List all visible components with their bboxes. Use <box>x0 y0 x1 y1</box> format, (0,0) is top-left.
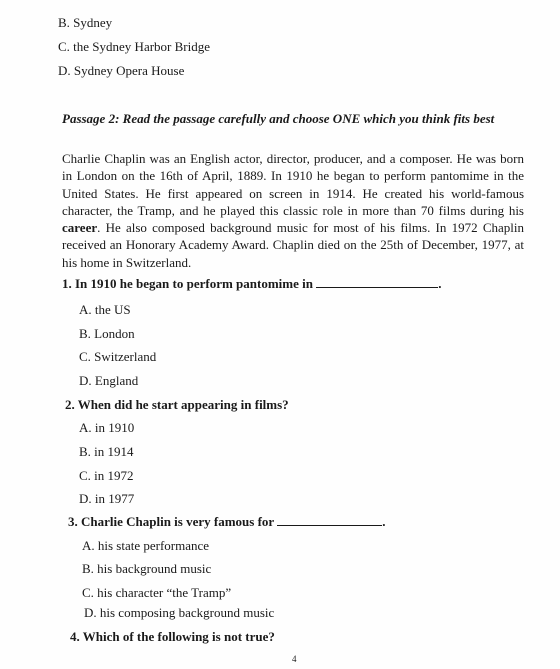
q1-option-d: D. England <box>79 373 139 388</box>
q3-option-a: A. his state performance <box>82 538 210 553</box>
question-2: 2. When did he start appearing in films? <box>65 397 289 412</box>
question-3-end: . <box>382 514 386 529</box>
answer-blank <box>277 515 382 526</box>
q2-option-d: D. in 1977 <box>79 491 135 506</box>
q2-option-c: C. in 1972 <box>79 468 134 483</box>
answer-blank <box>316 277 438 288</box>
passage-bold-word: career <box>62 220 98 236</box>
question-4: 4. Which of the following is not true? <box>70 629 275 644</box>
q3-option-d: D. his composing background music <box>84 605 275 620</box>
prev-option-b: B. Sydney <box>58 15 113 30</box>
q2-option-a: A. in 1910 <box>79 420 135 435</box>
q3-option-b: B. his background music <box>82 561 212 576</box>
q1-option-c: C. Switzerland <box>79 349 157 364</box>
question-3 <box>68 514 385 530</box>
prev-option-d: D. Sydney Opera House <box>58 63 185 78</box>
question-1 <box>62 276 441 292</box>
passage-text-part: . He also composed background music for most of his films. In 1972 Chaplin received an Honorary Academy Award. Chaplin died on the 25th of December, 1977, at his home in Switzerland. <box>62 220 524 270</box>
q1-option-a: A. the US <box>79 302 131 317</box>
page-number: 4 <box>292 654 297 664</box>
q1-option-b: B. London <box>79 326 135 341</box>
q2-option-b: B. in 1914 <box>79 444 134 459</box>
passage-text-part: Charlie Chaplin was an English actor, director, producer, and a composer. He was born in London on the 16th of April, 1889. In 1910 he began to perform pantomime in the United States. He first appeared on screen in 1914. He created his world-famous character, the Tramp, and he played this classic role in more than 70 films during his <box>62 151 524 218</box>
passage-heading: Passage 2: Read the passage carefully and choose ONE which you think fits best <box>62 111 495 126</box>
question-3-text: 3. Charlie Chaplin is very famous for <box>68 514 274 529</box>
question-1-end: . <box>438 276 442 291</box>
question-1-text: 1. In 1910 he began to perform pantomime in <box>62 276 313 291</box>
prev-option-c: C. the Sydney Harbor Bridge <box>58 39 211 54</box>
q3-option-c: C. his character “the Tramp” <box>82 585 232 600</box>
passage-body <box>62 150 524 271</box>
